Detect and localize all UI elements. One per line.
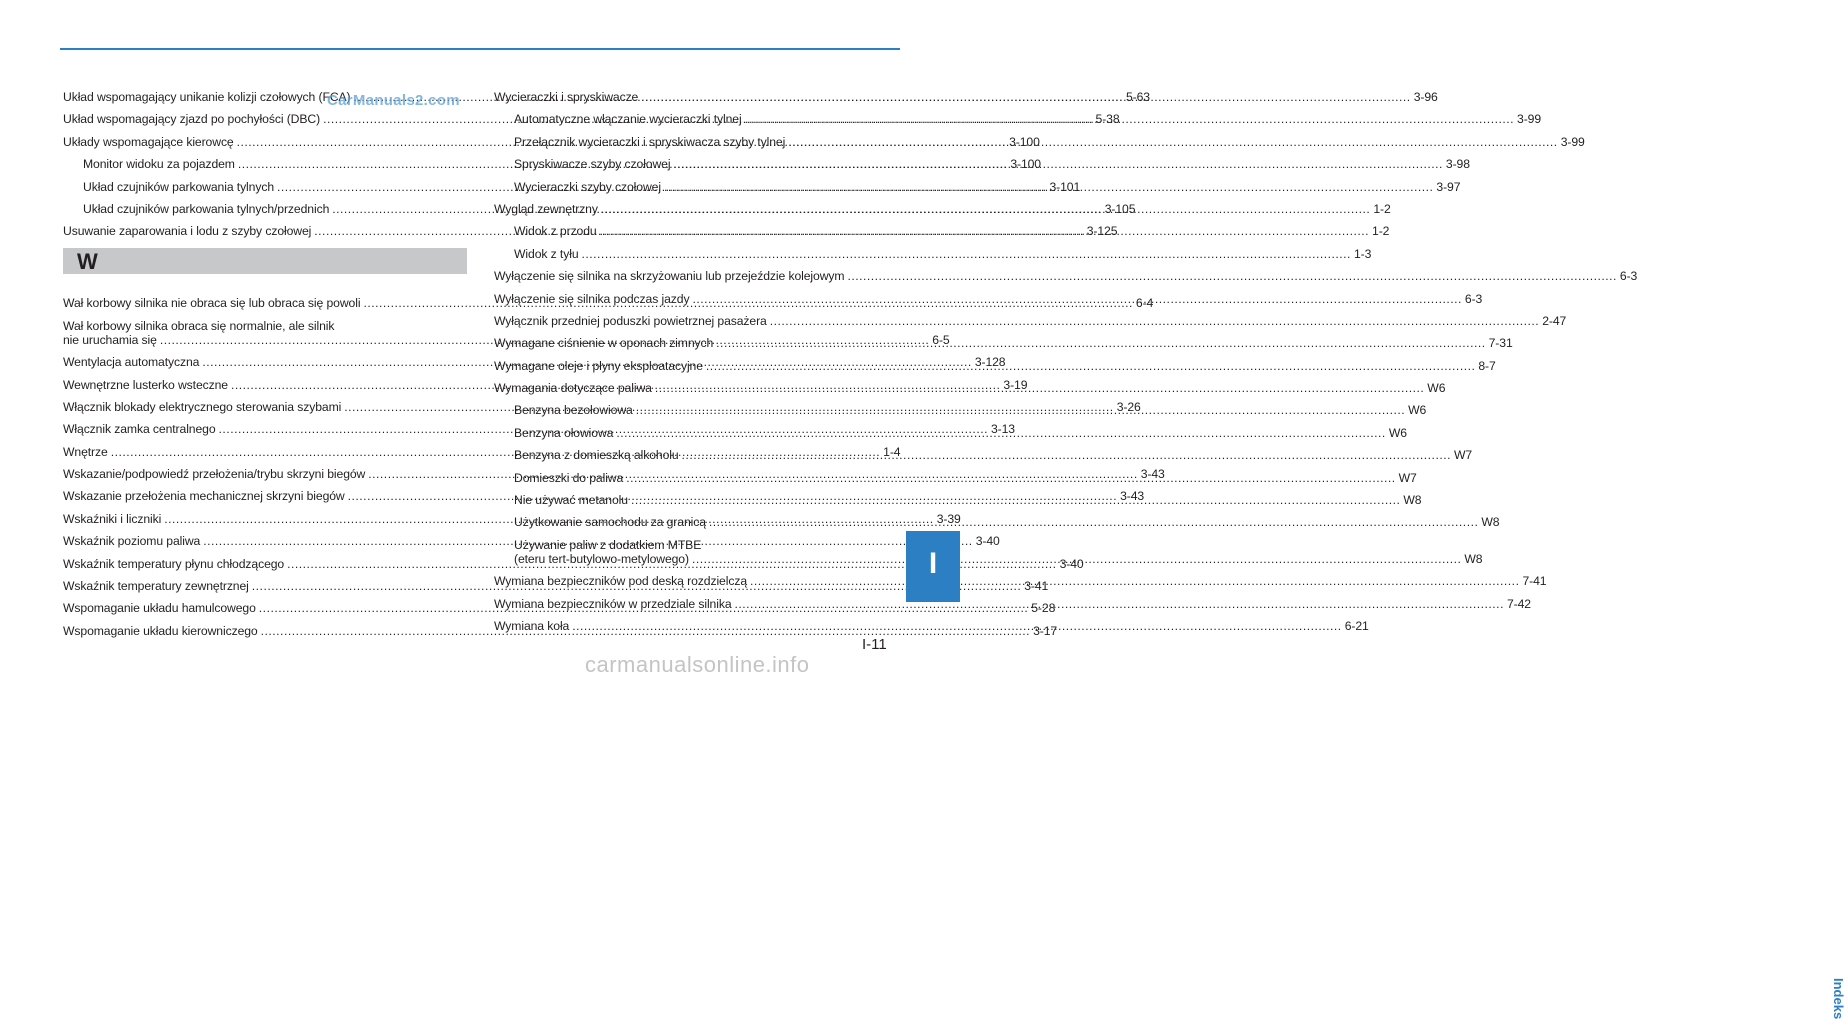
- entry-label: Widok z przodu: [514, 224, 597, 239]
- leader-dots: [716, 336, 1485, 350]
- entry-label: Wskazanie przełożenia mechanicznej skrzyni biegów: [63, 489, 345, 504]
- index-entry[interactable]: [494, 246, 1372, 261]
- entry-page: 3-17: [1033, 623, 1058, 638]
- entry-page: 5-28: [1031, 601, 1056, 616]
- entry-label: Wskazanie/podpowiedź przełożenia/trybu skrzyni biegów: [63, 467, 366, 482]
- entry-page: 3-39: [936, 511, 961, 526]
- entry-label: Układ czujników parkowania tylnych/przednich: [83, 201, 330, 216]
- index-entry[interactable]: [494, 269, 1638, 284]
- entry-label: Benzyna ołowiowa: [514, 425, 614, 440]
- entry-page: W8: [1481, 515, 1500, 530]
- side-tab-label: Indeks: [1831, 978, 1846, 1019]
- entry-page: 1-2: [1372, 224, 1390, 239]
- leader-dots: [626, 471, 1395, 485]
- entry-page: 3-98: [1445, 157, 1470, 172]
- entry-label: Układ czujników parkowania tylnych: [83, 179, 275, 194]
- entry-label: Wyłączenie się silnika na skrzyżowaniu lub przejeździe kolejowym: [494, 269, 845, 284]
- entry-label: Wycieraczki i spryskiwacze: [494, 90, 639, 104]
- entry-page: 3-99: [1517, 112, 1542, 127]
- entry-label: Benzyna z domieszką alkoholu: [514, 448, 679, 463]
- entry-label: Włącznik blokady elektrycznego sterowania szybami: [63, 399, 342, 414]
- entry-page: W6: [1427, 381, 1446, 396]
- entry-label-line2: nie uruchamia się: [63, 332, 157, 347]
- entry-label: Wskaźniki i liczniki: [63, 511, 162, 526]
- entry-label: Wymiana bezpieczników w przedziale silnika: [494, 596, 732, 611]
- entry-label: Wał korbowy silnika nie obraca się lub obraca się powoli: [63, 296, 361, 311]
- entry-label: Wewnętrzne lusterko wsteczne: [63, 377, 228, 392]
- entry-page: 3-96: [1413, 90, 1438, 104]
- leader-dots: [664, 180, 1433, 194]
- entry-label: Monitor widoku za pojazdem: [83, 157, 235, 172]
- entry-label: Użytkowanie samochodu za granicą: [514, 515, 706, 530]
- entry-page: 5-38: [1095, 112, 1120, 127]
- entry-page: 6-21: [1344, 618, 1369, 633]
- entry-label: Spryskiwacze szyby czołowej: [514, 157, 671, 172]
- entry-label: Wentylacja automatyczna: [63, 355, 200, 370]
- entry-label-line2: (eteru tert-butylowo-metylowego): [514, 551, 689, 566]
- entry-page: 6-5: [932, 332, 950, 347]
- entry-page: 3-26: [1116, 399, 1141, 414]
- entry-page: W7: [1398, 470, 1417, 485]
- section-letter: W: [77, 249, 98, 275]
- entry-page: 3-43: [1140, 467, 1165, 482]
- watermark-bottom: carmanualsonline.info: [585, 652, 810, 677]
- entry-label-line1: Wał korbowy silnika obraca się normalnie, ale silnik: [63, 318, 335, 333]
- leader-dots: [692, 292, 1461, 306]
- leader-dots: [636, 403, 1405, 417]
- entry-label-line1: Używanie paliw z dodatkiem MTBE: [514, 537, 702, 552]
- page-number: I-11: [862, 636, 887, 653]
- entry-label: Automatyczne włączanie wycieraczki tylnej: [514, 112, 742, 127]
- entry-page: 3-125: [1086, 224, 1118, 239]
- entry-page: 7-31: [1488, 336, 1513, 351]
- entry-label: Wyłączenie się silnika podczas jazdy: [494, 291, 690, 306]
- entry-page: 6-3: [1464, 291, 1483, 306]
- entry-page: 3-128: [974, 355, 1006, 370]
- entry-page: 2-47: [1542, 313, 1567, 328]
- entry-page: W6: [1408, 403, 1427, 418]
- entry-page: 3-100: [1010, 157, 1041, 172]
- entry-label: Wygląd zewnętrzny: [494, 201, 598, 216]
- entry-page: 7-41: [1522, 574, 1547, 589]
- leader-dots: [735, 597, 1504, 611]
- leader-dots: [682, 448, 1451, 462]
- entry-label: Wymiana bezpieczników pod deską rozdzielczą: [494, 574, 748, 589]
- entry-page: 1-3: [1353, 246, 1372, 261]
- entry-page: 3-43: [1120, 489, 1145, 504]
- leader-dots: [582, 247, 1351, 261]
- entry-label: Wymagania dotyczące paliwa: [494, 381, 652, 396]
- leader-dots: [641, 90, 1410, 104]
- entry-label: Usuwanie zaparowania i lodu z szyby czołowej: [63, 224, 312, 239]
- entry-label: Wskaźnik temperatury zewnętrznej: [63, 579, 249, 594]
- entry-page: 8-7: [1478, 358, 1496, 373]
- entry-label: Układ wspomagający unikanie kolizji czołowych (FCA): [63, 90, 351, 104]
- leader-dots: [616, 426, 1385, 440]
- watermark-top: CarManuals2.com: [327, 92, 460, 109]
- side-tab-letter: I: [928, 547, 938, 580]
- entry-page: 6-3: [1619, 269, 1638, 284]
- side-tab[interactable]: [906, 531, 960, 602]
- entry-page: 3-40: [975, 534, 1000, 549]
- entry-page: 3-97: [1436, 179, 1461, 194]
- entry-page: 5-63: [1125, 90, 1150, 104]
- leader-dots: [788, 135, 1557, 149]
- entry-page: 3-99: [1560, 134, 1585, 149]
- entry-page: 6-4: [1135, 296, 1154, 311]
- entry-label: Nie używać metanolu: [514, 493, 628, 508]
- entry-page: 3-105: [1104, 201, 1136, 216]
- entry-label: Układ wspomagający zjazd po pochyłości (DBC): [63, 112, 321, 127]
- entry-label: Włącznik zamka centralnego: [63, 422, 216, 437]
- leader-dots: [600, 224, 1369, 238]
- entry-label: Wymiana koła: [494, 618, 570, 633]
- entry-label: Wyłącznik przedniej poduszki powietrznej pasażera: [494, 313, 767, 328]
- leader-dots: [655, 381, 1424, 395]
- entry-label: Wskaźnik poziomu paliwa: [63, 534, 201, 549]
- leader-dots: [709, 515, 1478, 529]
- entry-page: W8: [1403, 493, 1422, 508]
- entry-label: Wymagane ciśnienie w oponach zimnych: [494, 336, 714, 351]
- entry-page: 3-100: [1009, 134, 1040, 149]
- leader-dots: [706, 359, 1475, 373]
- entry-label: Wnętrze: [63, 444, 108, 459]
- entry-label: Domieszki do paliwa: [514, 470, 624, 485]
- entry-label: Układy wspomagające kierowcę: [63, 134, 234, 149]
- entry-page: W8: [1464, 551, 1483, 566]
- leader-dots: [745, 112, 1514, 126]
- leader-dots: [673, 157, 1442, 171]
- leader-dots: [847, 269, 1616, 283]
- entry-label: Wymagane oleje i płyny eksploatacyjne: [494, 358, 703, 373]
- entry-label: Wskaźnik temperatury płynu chłodzącego: [63, 556, 285, 571]
- entry-label: Wycieraczki szyby czołowej: [514, 179, 661, 194]
- entry-label: Wspomaganie układu hamulcowego: [63, 601, 256, 616]
- entry-page: 3-13: [990, 422, 1015, 437]
- entry-page: 3-40: [1059, 556, 1084, 571]
- entry-label: Widok z tyłu: [514, 246, 579, 261]
- section-header-w: [63, 248, 467, 274]
- entry-label: Benzyna bezołowiowa: [514, 403, 633, 418]
- leader-dots: [692, 552, 1461, 566]
- entry-label: Wspomaganie układu kierowniczego: [63, 623, 258, 638]
- entry-page: 3-41: [1024, 579, 1049, 594]
- leader-dots: [770, 314, 1539, 328]
- leader-dots: [750, 574, 1519, 588]
- leader-dots: [631, 493, 1400, 507]
- entry-page: W7: [1454, 448, 1473, 463]
- entry-page: 3-101: [1049, 179, 1081, 194]
- entry-page: W6: [1388, 425, 1407, 440]
- index-entry[interactable]: [494, 313, 1567, 328]
- leader-dots: [572, 619, 1341, 633]
- entry-page: 3-19: [1003, 377, 1028, 392]
- top-rule: [60, 48, 900, 50]
- entry-page: 7-42: [1506, 596, 1531, 611]
- entry-page: 1-2: [1373, 201, 1391, 216]
- entry-page: 1-4: [883, 444, 901, 459]
- leader-dots: [601, 202, 1370, 216]
- entry-label: Przełącznik wycieraczki i spryskiwacza szyby tylnej: [514, 134, 786, 149]
